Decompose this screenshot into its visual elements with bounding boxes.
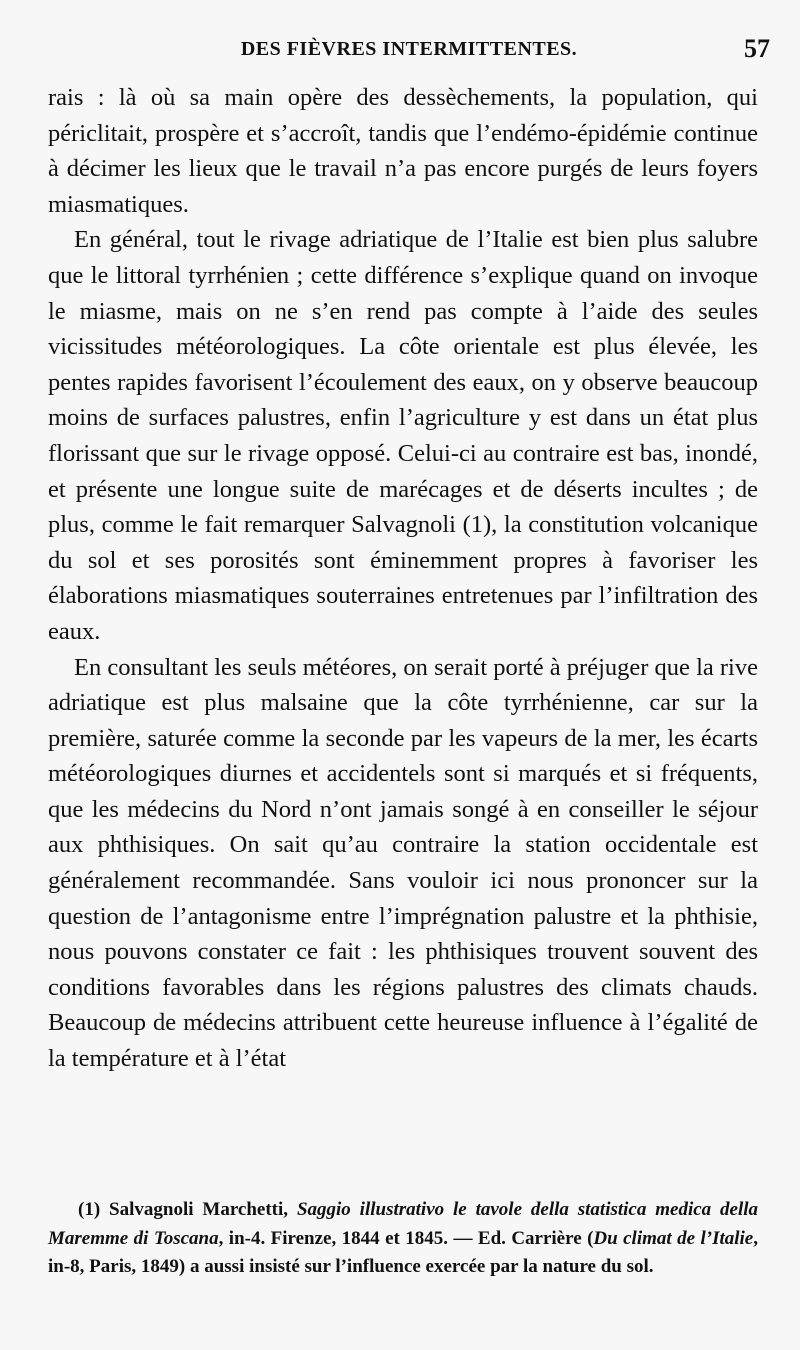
footnote xyxy=(48,1196,758,1282)
page-number: 57 xyxy=(744,34,770,63)
footnote-text-2: , in-8, Paris, 1849) a aussi insisté sur l’influence exercée par la nature du sol. xyxy=(48,1227,758,1277)
paragraph-continued: rais : là où sa main opère des dessèchements, la population, qui périclitait, prospère et s’accroît, tandis que l’endémo-épidémie continue à décimer les lieux que le travail n’a pas encore purgés de leurs foyers miasmatiques. xyxy=(48,84,758,218)
paragraph-adriatic-coast: En général, tout le rivage adriatique de l’Italie est bien plus salubre que le littoral tyrrhénien ; cette différence s’explique quand on invoque le miasme, mais on ne s’en rend pas compte à l’aide des seules vicissitudes météorologiques. La côte orientale est plus élevée, les pentes rapides favorisent l’écoulement des eaux, on y observe beaucoup moins de surfaces palustres, enfin l’agriculture y est dans un état plus florissant que sur le rivage opposé. Celui-ci au contraire est bas, inondé, et présente une longue suite de marécages et de déserts incultes ; de plus, comme le fait remarquer Salvagnoli (1), la constitution volcanique du sol et ses porosités sont éminemment propres à favoriser les élaborations miasmatiques souterraines entretenues par l’infiltration des eaux. xyxy=(48,226,758,645)
running-head xyxy=(48,34,770,68)
running-title: DES FIÈVRES INTERMITTENTES. xyxy=(240,38,578,60)
footnote-title-1: Saggio illustrativo le tavole della statistica medica della Maremme di Toscana xyxy=(48,1199,759,1249)
body-text xyxy=(48,80,758,1077)
footnote-author: Salvagnoli Marchetti, xyxy=(109,1199,289,1220)
footnote-text-1: , in-4. Firenze, 1844 et 1845. — Ed. Carrière ( xyxy=(218,1227,594,1249)
footnote-marker: (1) xyxy=(78,1199,101,1220)
paragraph-meteors: En consultant les seuls météores, on serait porté à préjuger que la rive adriatique est plus malsaine que la côte tyrrhénienne, car sur la première, saturée comme la seconde par les vapeurs de la mer, les écarts météorologiques diurnes et accidentels sont si marqués et si fréquents, que les médecins du Nord n’ont jamais songé à en conseiller le séjour aux phthisiques. On sait qu’au contraire la station occidentale est généralement recommandée. Sans vouloir ici nous prononcer sur la question de l’antagonisme entre l’imprégnation palustre et la phthisie, nous pouvons constater ce fait : les phthisiques trouvent souvent des conditions favorables dans les régions palustres des climats chauds. Beaucoup de médecins attribuent cette heureuse influence à l’égalité de la température et à l’état xyxy=(48,653,758,1073)
footnote-title-2: Du climat de l’Italie xyxy=(593,1227,754,1249)
